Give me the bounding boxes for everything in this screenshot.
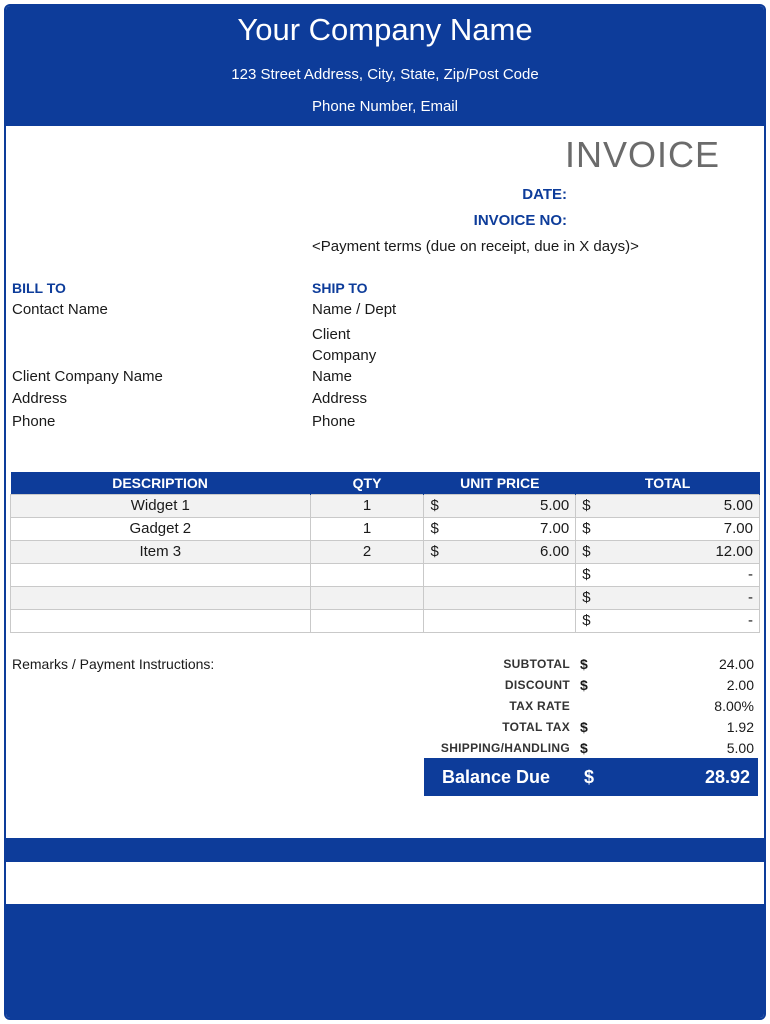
item-unit-price <box>424 540 576 563</box>
footer-band <box>6 838 764 862</box>
bill-to-company: Client Company Name <box>12 368 163 385</box>
header-unit-price: UNIT PRICE <box>424 472 576 494</box>
bill-to-phone: Phone <box>12 413 56 430</box>
item-unit-price <box>424 609 576 632</box>
currency-symbol: $ <box>580 719 588 735</box>
total-value: - <box>748 612 753 629</box>
currency-symbol: $ <box>582 589 591 606</box>
item-qty <box>310 586 424 609</box>
item-description <box>11 609 311 632</box>
subtotal-label: SUBTOTAL <box>503 657 570 671</box>
item-total <box>576 586 760 609</box>
item-total <box>576 517 760 540</box>
footer-block <box>6 904 764 1020</box>
invoice-title: INVOICE <box>564 134 720 175</box>
ship-to-line: Phone <box>312 413 356 430</box>
currency-symbol: $ <box>582 543 591 560</box>
table-row <box>11 517 760 540</box>
table-row <box>11 494 760 517</box>
company-header <box>6 6 764 126</box>
currency-symbol: $ <box>582 520 591 537</box>
balance-due-bar <box>424 758 758 796</box>
invoice-page <box>4 4 766 1020</box>
item-unit-price <box>424 494 576 517</box>
ship-to-line: Company <box>312 347 377 364</box>
ship-to-line: Client <box>312 326 351 343</box>
ship-to-line: Address <box>312 390 368 407</box>
header-total: TOTAL <box>576 472 760 494</box>
tax-rate-row <box>406 696 758 717</box>
currency-symbol: $ <box>580 656 588 672</box>
bill-to-contact: Contact Name <box>12 301 108 318</box>
tax-rate-value: 8.00% <box>714 698 754 714</box>
invoice-number-label: INVOICE NO: <box>473 212 567 229</box>
item-unit-price <box>424 563 576 586</box>
item-unit-price <box>424 586 576 609</box>
bill-to-label: BILL TO <box>12 280 66 296</box>
item-qty: 1 <box>310 494 424 517</box>
discount-value: 2.00 <box>726 677 754 693</box>
table-row <box>11 609 760 632</box>
line-items-table <box>10 472 760 633</box>
currency-symbol: $ <box>582 566 591 583</box>
ship-to-line: Name <box>312 368 353 385</box>
item-description: Item 3 <box>11 540 311 563</box>
shipping-value: 5.00 <box>726 740 754 756</box>
item-total <box>576 540 760 563</box>
currency-symbol: $ <box>430 497 439 514</box>
price-value: 7.00 <box>540 520 570 537</box>
table-header-row <box>11 472 760 494</box>
price-value: 6.00 <box>540 543 570 560</box>
company-contact: Phone Number, Email <box>312 98 458 115</box>
company-name: Your Company Name <box>237 12 533 47</box>
total-value: - <box>748 589 753 606</box>
currency-symbol: $ <box>582 612 591 629</box>
balance-due-label: Balance Due <box>442 767 551 787</box>
table-row <box>11 586 760 609</box>
total-tax-row <box>406 717 758 738</box>
item-unit-price <box>424 517 576 540</box>
payment-terms: <Payment terms (due on receipt, due in X days)> <box>312 238 639 255</box>
discount-row <box>406 675 758 696</box>
item-total <box>576 563 760 586</box>
currency-symbol: $ <box>430 543 439 560</box>
currency-symbol: $ <box>584 767 595 787</box>
currency-symbol: $ <box>580 677 588 693</box>
shipping-label: SHIPPING/HANDLING <box>440 741 570 755</box>
bill-to-address: Address <box>12 390 68 407</box>
item-qty <box>310 563 424 586</box>
totals-summary <box>406 654 758 759</box>
total-value: 12.00 <box>715 543 753 560</box>
total-value: 5.00 <box>723 497 753 514</box>
total-value: 7.00 <box>723 520 753 537</box>
item-total <box>576 609 760 632</box>
price-value: 5.00 <box>540 497 570 514</box>
discount-label: DISCOUNT <box>504 678 570 692</box>
company-address: 123 Street Address, City, State, Zip/Post Code <box>231 66 539 83</box>
item-total <box>576 494 760 517</box>
subtotal-value: 24.00 <box>718 656 754 672</box>
remarks-label: Remarks / Payment Instructions: <box>12 656 215 672</box>
subtotal-row <box>406 654 758 675</box>
ship-to-line: Name / Dept <box>312 301 397 318</box>
table-row <box>11 563 760 586</box>
item-qty: 2 <box>310 540 424 563</box>
item-qty: 1 <box>310 517 424 540</box>
currency-symbol: $ <box>582 497 591 514</box>
item-description: Gadget 2 <box>11 517 311 540</box>
total-tax-label: TOTAL TAX <box>502 720 570 734</box>
item-description <box>11 563 311 586</box>
total-tax-value: 1.92 <box>726 719 754 735</box>
currency-symbol: $ <box>580 740 588 756</box>
date-label: DATE: <box>522 186 567 203</box>
tax-rate-label: TAX RATE <box>509 699 570 713</box>
currency-symbol: $ <box>430 520 439 537</box>
shipping-row <box>406 738 758 759</box>
header-qty: QTY <box>310 472 424 494</box>
header-description: DESCRIPTION <box>11 472 311 494</box>
item-description: Widget 1 <box>11 494 311 517</box>
item-description <box>11 586 311 609</box>
total-value: - <box>748 566 753 583</box>
table-row <box>11 540 760 563</box>
ship-to-label: SHIP TO <box>312 280 368 296</box>
balance-due-value: 28.92 <box>704 767 750 787</box>
item-qty <box>310 609 424 632</box>
